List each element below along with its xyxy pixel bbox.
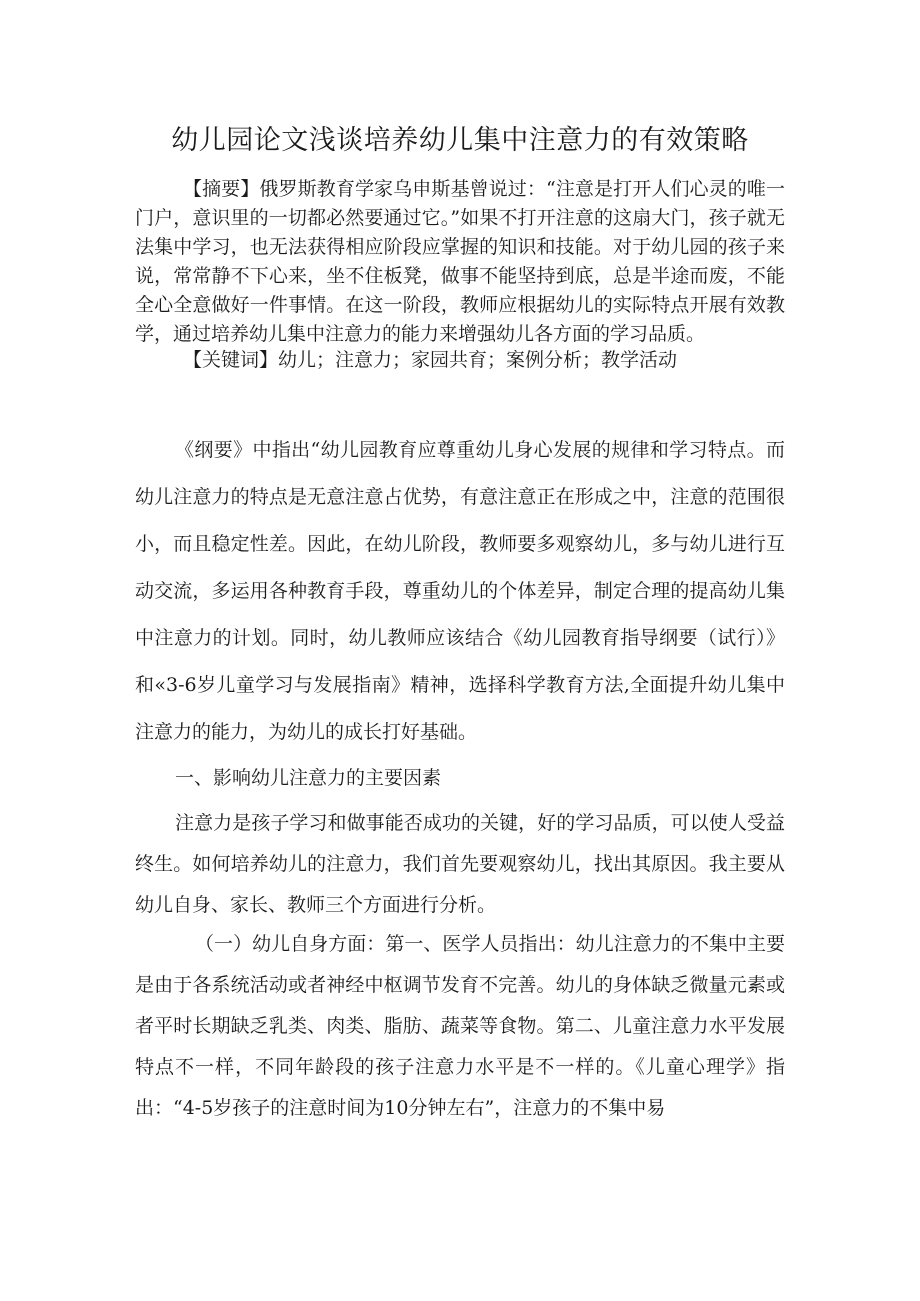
body-paragraph-3: （一）幼儿自身方面：第一、医学人员指出：幼儿注意力的不集中主要是由于各系统活动或者神经中枢调节发育不完善。幼儿的身体缺乏微量元素或者平时长期缺乏乳类、肉类、脂肪、蔬菜等食物。第二、儿童注意力水平发展特点不一样，不同年龄段的孩子注意力水平是不一样的。《儿童心理学》指出：“4-5岁孩子的注意时间为10分钟左右”，注意力的不集中易 — [135, 933, 785, 1119]
keywords-paragraph: 【关键词】幼儿；注意力；家园共育；案例分析；教学活动 — [183, 349, 678, 371]
section-heading-1: 一、影响幼儿注意力的主要因素 — [175, 767, 442, 789]
body-paragraph-1: 《纲要》中指出“幼儿园教育应尊重幼儿身心发展的规律和学习特点。而幼儿注意力的特点是无意注意占优势，有意注意正在形成之中，注意的范围很小，而且稳定性差。因此，在幼儿阶段，教师要多观察幼儿，多与幼儿进行互动交流，多运用各种教育手段，尊重幼儿的个体差异，制定合理的提高幼儿集中注意力的计划。同时，幼儿教师应该结合《幼儿园教育指导纲要（试行）》和«3-6岁儿童学习与发展指南》精神，选择科学教育方法,全面提升幼儿集中注意力的能力，为幼儿的成长打好基础。 — [135, 439, 785, 743]
abstract-paragraph: 【摘要】俄罗斯教育学家乌申斯基曾说过：“注意是打开人们心灵的唯一门户，意识里的一切都必然要通过它。”如果不打开注意的这扇大门，孩子就无法集中学习，也无法获得相应阶段应掌握的知识和技能。对于幼儿园的孩子来说，常常静不下心来，坐不住板凳，做事不能坚持到底，总是半途而废，不能全心全意做好一件事情。在这一阶段，教师应根据幼儿的实际特点开展有效教学，通过培养幼儿集中注意力的能力来增强幼儿各方面的学习品质。 — [135, 178, 785, 345]
body-paragraph-2: 注意力是孩子学习和做事能否成功的关键，好的学习品质，可以使人受益终生。如何培养幼儿的注意力，我们首先要观察幼儿，找出其原因。我主要从幼儿自身、家长、教师三个方面进行分析。 — [135, 812, 785, 916]
document-title: 幼儿园论文浅谈培养幼儿集中注意力的有效策略 — [171, 125, 749, 156]
